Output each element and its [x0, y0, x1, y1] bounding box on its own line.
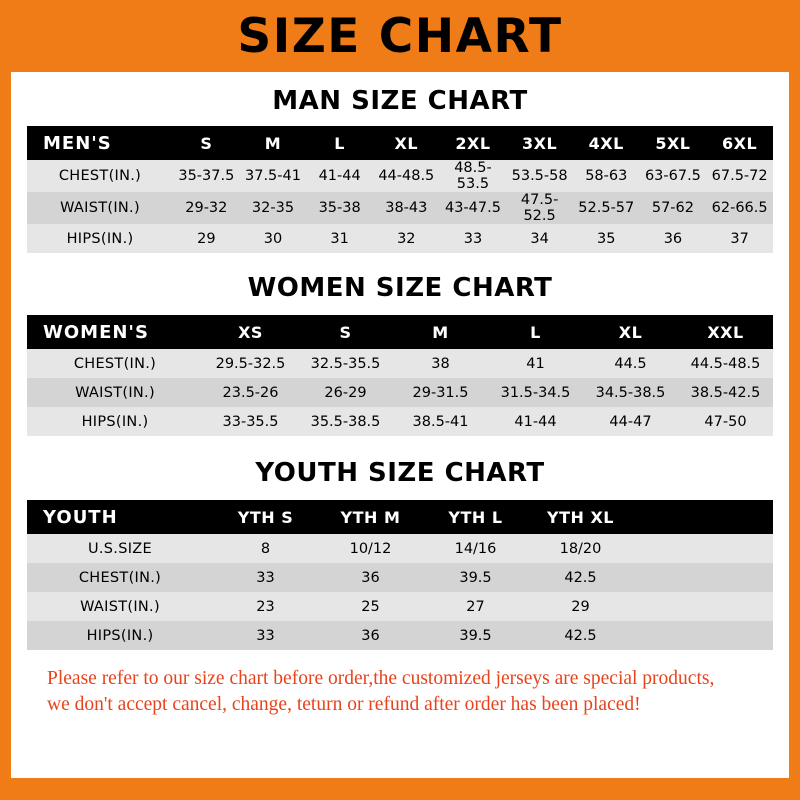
youth-r2-c0: 23: [256, 598, 275, 615]
man-r0-c2: 41-44: [318, 168, 361, 184]
table-header-row: [27, 500, 773, 534]
table-row: [27, 592, 773, 621]
women-r2-c5: 47-50: [704, 413, 747, 430]
table-row: [27, 407, 773, 436]
youth-r2-c2: 27: [466, 598, 485, 615]
women-row-2-label: HIPS(IN.): [81, 413, 149, 430]
women-table-header: [27, 315, 773, 349]
women-col-2: M: [432, 322, 449, 342]
man-r0-c0: 35-37.5: [178, 168, 235, 184]
youth-r0-c2: 14/16: [454, 540, 497, 557]
man-table-header: [27, 126, 773, 160]
youth-col-2: YTH L: [448, 507, 503, 527]
table-row: [27, 621, 773, 650]
youth-size-table: [27, 500, 773, 650]
man-r1-c6: 52.5-57: [578, 200, 635, 216]
women-r1-c3: 31.5-34.5: [500, 384, 571, 401]
man-col-6: 4XL: [588, 133, 624, 153]
women-r0-c1: 32.5-35.5: [310, 355, 381, 372]
man-col-1: M: [264, 133, 282, 153]
man-row-1-label: WAIST(IN.): [60, 200, 140, 216]
chart-content: [11, 72, 789, 778]
man-col-0: S: [200, 133, 213, 153]
man-col-7: 5XL: [655, 133, 691, 153]
man-col-4: 2XL: [455, 133, 491, 153]
man-r2-c4: 33: [463, 230, 483, 247]
man-r2-c2: 31: [330, 230, 349, 247]
women-row-1-label: WAIST(IN.): [75, 384, 155, 401]
youth-r3-c1: 36: [361, 627, 380, 644]
man-size-table: [27, 126, 773, 253]
women-r0-c3: 41: [526, 355, 545, 372]
youth-r0-c0: 8: [260, 540, 271, 557]
women-r0-c2: 38: [431, 355, 450, 372]
table-row: [27, 224, 773, 253]
youth-r0-spacer: [633, 534, 773, 563]
table-row: [27, 534, 773, 563]
women-col-5: XXL: [707, 322, 744, 342]
man-col-3: XL: [394, 133, 419, 153]
man-section-title: MAN SIZE CHART: [272, 86, 528, 116]
table-header-row: [27, 126, 773, 160]
man-r1-c3: 38-43: [385, 200, 428, 216]
man-r1-c5: 47.5-52.5: [520, 192, 559, 224]
footer-note-line-2: we don't accept cancel, change, teturn or refund after order has been placed!: [47, 694, 641, 716]
man-r2-c7: 36: [663, 230, 683, 247]
youth-r1-spacer: [633, 563, 773, 592]
women-r1-c4: 34.5-38.5: [595, 384, 666, 401]
women-r2-c0: 33-35.5: [222, 413, 279, 430]
man-row-0-label: CHEST(IN.): [58, 168, 142, 184]
women-r0-c0: 29.5-32.5: [215, 355, 286, 372]
table-row: [27, 378, 773, 407]
women-r1-c1: 26-29: [324, 384, 367, 401]
man-r0-c6: 58-63: [585, 168, 628, 184]
man-r1-c2: 35-38: [318, 200, 361, 216]
man-r2-c3: 32: [397, 230, 416, 247]
table-row: [27, 563, 773, 592]
women-r0-c4: 44.5: [614, 355, 647, 372]
table-row: [27, 160, 773, 192]
youth-r3-c0: 33: [256, 627, 275, 644]
header-band: [11, 0, 789, 72]
youth-col-3: YTH XL: [547, 507, 614, 527]
youth-r1-c2: 39.5: [459, 569, 492, 586]
page-title: SIZE CHART: [237, 8, 563, 64]
man-corner-label: MEN'S: [43, 132, 112, 154]
bottom-band: [11, 778, 789, 800]
youth-section-title: YOUTH SIZE CHART: [255, 458, 545, 488]
women-size-table: [27, 315, 773, 436]
youth-row-0-label: U.S.SIZE: [87, 540, 152, 557]
women-r0-c5: 44.5-48.5: [690, 355, 761, 372]
women-r1-c5: 38.5-42.5: [690, 384, 761, 401]
table-row: [27, 192, 773, 224]
man-r2-c6: 35: [597, 230, 616, 247]
women-col-4: XL: [618, 322, 643, 342]
youth-r1-c1: 36: [361, 569, 380, 586]
women-corner-label: WOMEN'S: [43, 321, 149, 343]
youth-col-spacer: [633, 500, 773, 534]
man-r0-c7: 63-67.5: [644, 168, 701, 184]
man-r1-c7: 57-62: [651, 200, 694, 216]
youth-r2-spacer: [633, 592, 773, 621]
youth-col-0: YTH S: [237, 507, 294, 527]
man-col-5: 3XL: [522, 133, 558, 153]
man-table-body: [27, 160, 773, 253]
women-r2-c4: 44-47: [609, 413, 652, 430]
table-header-row: [27, 315, 773, 349]
man-r0-c4: 48.5-53.5: [454, 160, 492, 192]
youth-r3-c3: 42.5: [564, 627, 597, 644]
man-col-2: L: [334, 133, 345, 153]
women-r1-c2: 29-31.5: [412, 384, 469, 401]
women-r1-c0: 23.5-26: [222, 384, 279, 401]
man-r1-c8: 62-66.5: [711, 200, 768, 216]
man-r2-c1: 30: [263, 230, 283, 247]
women-r2-c1: 35.5-38.5: [310, 413, 381, 430]
man-r0-c5: 53.5-58: [511, 168, 568, 184]
youth-row-1-label: CHEST(IN.): [78, 569, 162, 586]
women-r2-c3: 41-44: [514, 413, 557, 430]
women-row-0-label: CHEST(IN.): [73, 355, 157, 372]
women-col-1: S: [339, 322, 352, 342]
women-col-3: L: [530, 322, 541, 342]
man-r0-c8: 67.5-72: [711, 168, 768, 184]
youth-r1-c3: 42.5: [564, 569, 597, 586]
youth-r1-c0: 33: [256, 569, 275, 586]
youth-table-body: [27, 534, 773, 650]
man-r0-c3: 44-48.5: [378, 168, 435, 184]
man-r2-c0: 29: [197, 230, 216, 247]
man-row-2-label: HIPS(IN.): [66, 230, 134, 247]
youth-table-header: [27, 500, 773, 534]
youth-corner-label: YOUTH: [43, 506, 118, 528]
youth-r0-c3: 18/20: [559, 540, 602, 557]
man-r1-c1: 32-35: [251, 200, 295, 216]
man-r1-c4: 43-47.5: [444, 200, 501, 216]
man-r1-c0: 29-32: [185, 200, 228, 216]
man-r0-c1: 37.5-41: [245, 168, 301, 184]
man-r2-c5: 34: [530, 230, 549, 247]
youth-r2-c1: 25: [361, 598, 380, 615]
table-row: [27, 349, 773, 378]
man-col-8: 6XL: [722, 133, 758, 153]
footer-note-line-1: Please refer to our size chart before order,the customized jerseys are special products,: [47, 668, 715, 689]
youth-col-1: YTH M: [340, 507, 401, 527]
youth-r2-c3: 29: [571, 598, 590, 615]
man-r2-c8: 37: [730, 230, 749, 247]
women-r2-c2: 38.5-41: [412, 413, 469, 430]
youth-row-2-label: WAIST(IN.): [80, 598, 160, 615]
youth-row-3-label: HIPS(IN.): [86, 627, 154, 644]
youth-r3-spacer: [633, 621, 773, 650]
women-col-0: XS: [238, 322, 263, 342]
women-section-title: WOMEN SIZE CHART: [247, 273, 553, 303]
youth-r3-c2: 39.5: [459, 627, 492, 644]
footer-note: [47, 666, 753, 719]
women-table-body: [27, 349, 773, 436]
youth-r0-c1: 10/12: [349, 540, 392, 557]
